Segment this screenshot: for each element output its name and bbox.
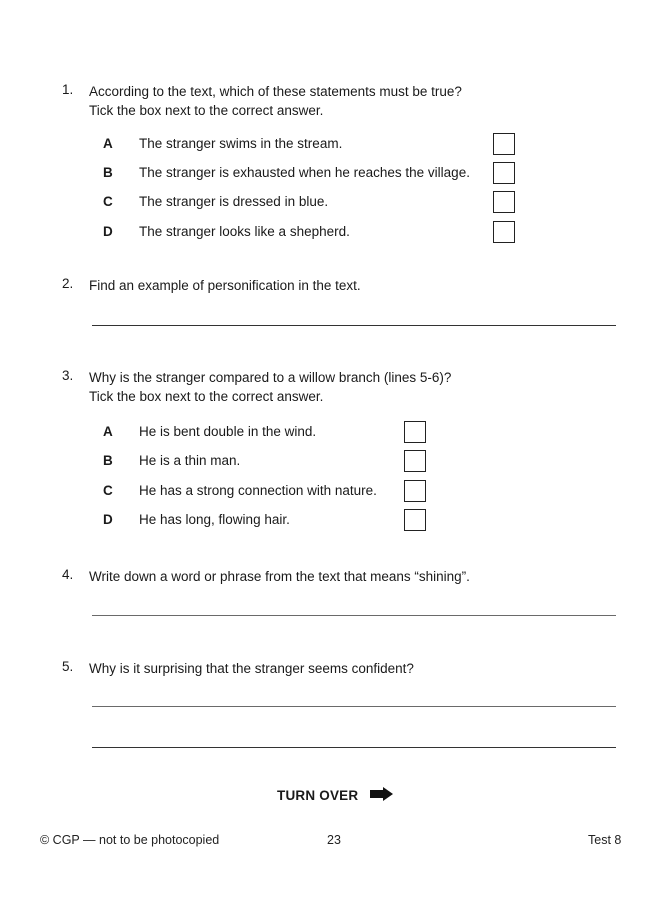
option-row	[0, 191, 660, 215]
question-text: Find an example of personification in the text.	[89, 278, 361, 293]
option-text: He has long, flowing hair.	[139, 512, 290, 527]
option-text: The stranger swims in the stream.	[139, 136, 343, 151]
answer-checkbox[interactable]	[404, 450, 426, 472]
answer-checkbox[interactable]	[493, 221, 515, 243]
arrow-right-icon	[370, 787, 394, 804]
turn-over-label: TURN OVER	[277, 787, 394, 804]
option-row	[0, 162, 660, 186]
answer-checkbox[interactable]	[404, 421, 426, 443]
page-number: 23	[327, 833, 341, 847]
question-number: 2.	[62, 276, 74, 291]
answer-line[interactable]	[92, 615, 616, 616]
option-row	[0, 480, 660, 504]
question-number: 4.	[62, 567, 74, 582]
answer-checkbox[interactable]	[493, 191, 515, 213]
option-row	[0, 221, 660, 245]
option-letter: D	[103, 512, 113, 527]
answer-line[interactable]	[92, 325, 616, 326]
option-row	[0, 133, 660, 157]
option-row	[0, 509, 660, 533]
answer-line[interactable]	[92, 747, 616, 748]
option-text: He has a strong connection with nature.	[139, 483, 377, 498]
option-row	[0, 421, 660, 445]
answer-checkbox[interactable]	[404, 480, 426, 502]
option-letter: A	[103, 136, 113, 151]
footer-copyright: © CGP — not to be photocopied	[40, 833, 220, 847]
question-text: According to the text, which of these statements must be true? Tick the box next to the correct answer.	[89, 84, 462, 118]
question-text: Why is it surprising that the stranger seems confident?	[89, 661, 414, 676]
option-row	[0, 450, 660, 474]
answer-checkbox[interactable]	[404, 509, 426, 531]
option-text: The stranger is exhausted when he reaches the village.	[139, 165, 470, 180]
answer-line[interactable]	[92, 706, 616, 707]
question-number: 1.	[62, 82, 74, 97]
question-number: 5.	[62, 659, 74, 674]
question-text: Write down a word or phrase from the text that means “shining”.	[89, 569, 470, 584]
option-letter: C	[103, 483, 113, 498]
question-number: 3.	[62, 368, 74, 383]
option-letter: B	[103, 165, 113, 180]
option-text: The stranger is dressed in blue.	[139, 194, 329, 209]
option-letter: A	[103, 424, 113, 439]
question-text: Why is the stranger compared to a willow branch (lines 5-6)? Tick the box next to the correct answer.	[89, 370, 452, 404]
option-text: He is a thin man.	[139, 453, 241, 468]
option-letter: D	[103, 224, 113, 239]
answer-checkbox[interactable]	[493, 162, 515, 184]
option-letter: C	[103, 194, 113, 209]
option-letter: B	[103, 453, 113, 468]
test-label: Test 8	[588, 833, 622, 847]
option-text: The stranger looks like a shepherd.	[139, 224, 350, 239]
option-text: He is bent double in the wind.	[139, 424, 317, 439]
answer-checkbox[interactable]	[493, 133, 515, 155]
